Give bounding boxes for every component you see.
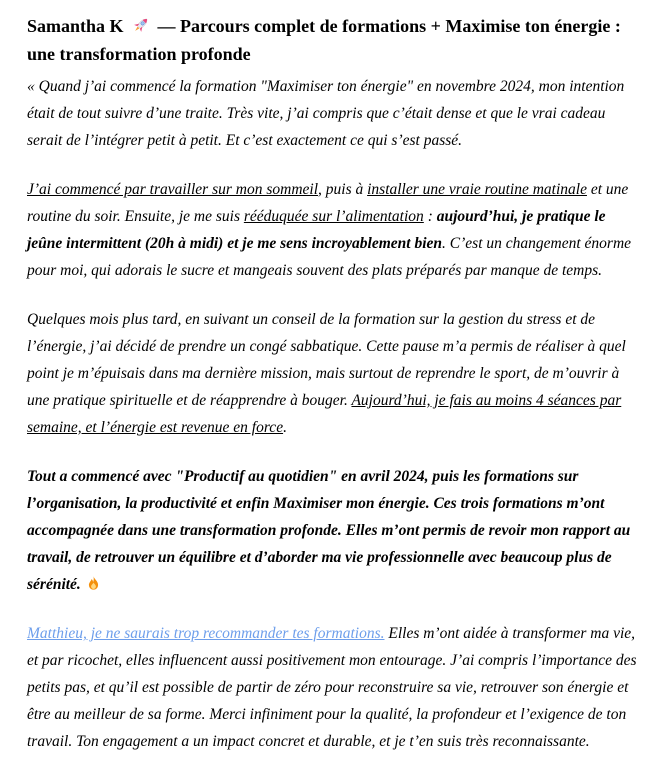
formations-recommendation-link[interactable]: Matthieu, je ne saurais trop recommander tes formations.	[27, 625, 385, 642]
text-segment: Elles m’ont aidée à transformer ma vie, et par ricochet, elles influencent aussi positivement mon entourage. J’ai compris l’importance des petits pas, et qu’il est possible de partir de zéro pour reconstruire sa vie, retrouver son énergie et être au meilleur de sa forme. Merci infiniment pour la qualité, la profondeur et l’exigence de ton travail. Ton engagement a un impact concret et durable, et je t’en suis très reconnaissante.	[27, 625, 637, 750]
testimonial-body	[27, 73, 638, 755]
text-segment: installer une vraie routine matinale	[367, 181, 587, 198]
text-segment: Samantha K	[27, 16, 129, 36]
text-segment: « Quand j’ai commencé la formation "Maximiser ton énergie" en novembre 2024, mon intention était de tout suivre d’une traite. Très vite, j’ai compris que c’était dense et que le vrai cadeau serait de l’intégrer petit à petit. Et c’est exactement ce qui s’est passé.	[27, 78, 625, 149]
intro-paragraph	[27, 73, 638, 154]
sabbatical-paragraph	[27, 306, 638, 441]
gratitude-paragraph	[27, 620, 638, 755]
text-segment: et une routine du soir. Ensuite, je me suis	[27, 181, 629, 225]
text-segment: aujourd’hui, je pratique le jeûne intermittent (20h à midi) et je me sens incroyablement bien	[27, 208, 606, 252]
text-segment: — Parcours complet de formations + Maximise ton énergie : une transformation profonde	[27, 16, 621, 64]
text-segment: :	[423, 208, 437, 225]
text-segment: . C’est un changement énorme pour moi, qui adorais le sucre et mangeais souvent des plats préparés par manque de temps.	[27, 235, 632, 279]
text-segment: Aujourd’hui, je fais au moins 4 séances par semaine, et l’énergie est revenue en force	[27, 392, 622, 436]
text-segment: rééduquée sur l’alimentation	[243, 208, 424, 225]
fire-emoji	[85, 571, 102, 598]
text-segment: .	[283, 419, 287, 436]
text-segment: , puis à	[318, 181, 368, 198]
rocket-emoji	[128, 12, 153, 40]
text-segment: Tout a commencé avec "Productif au quotidien" en avril 2024, puis les formations sur l’organisation, la productivité et enfin Maximiser mon énergie. Ces trois formations m’ont accompagnée dans une transformation profonde. Elles m’ont permis de revoir mon rapport au travail, de retrouver un équilibre et d’aborder ma vie professionnelle avec beaucoup plus de sérénité.	[27, 468, 631, 593]
text-segment: Quelques mois plus tard, en suivant un conseil de la formation sur la gestion du stress et de l’énergie, j’ai décidé de prendre un congé sabbatique. Cette pause m’a permis de réaliser à quel point je m’épuisais dans ma dernière mission, mais surtout de reprendre le sport, de m’ouvrir à une pratique spirituelle et de réapprendre à bouger.	[27, 311, 626, 409]
journey-paragraph	[27, 463, 638, 598]
text-segment: J’ai commencé par travailler sur mon sommeil	[27, 181, 319, 198]
habits-paragraph	[27, 176, 638, 284]
testimonial-title	[27, 12, 638, 68]
